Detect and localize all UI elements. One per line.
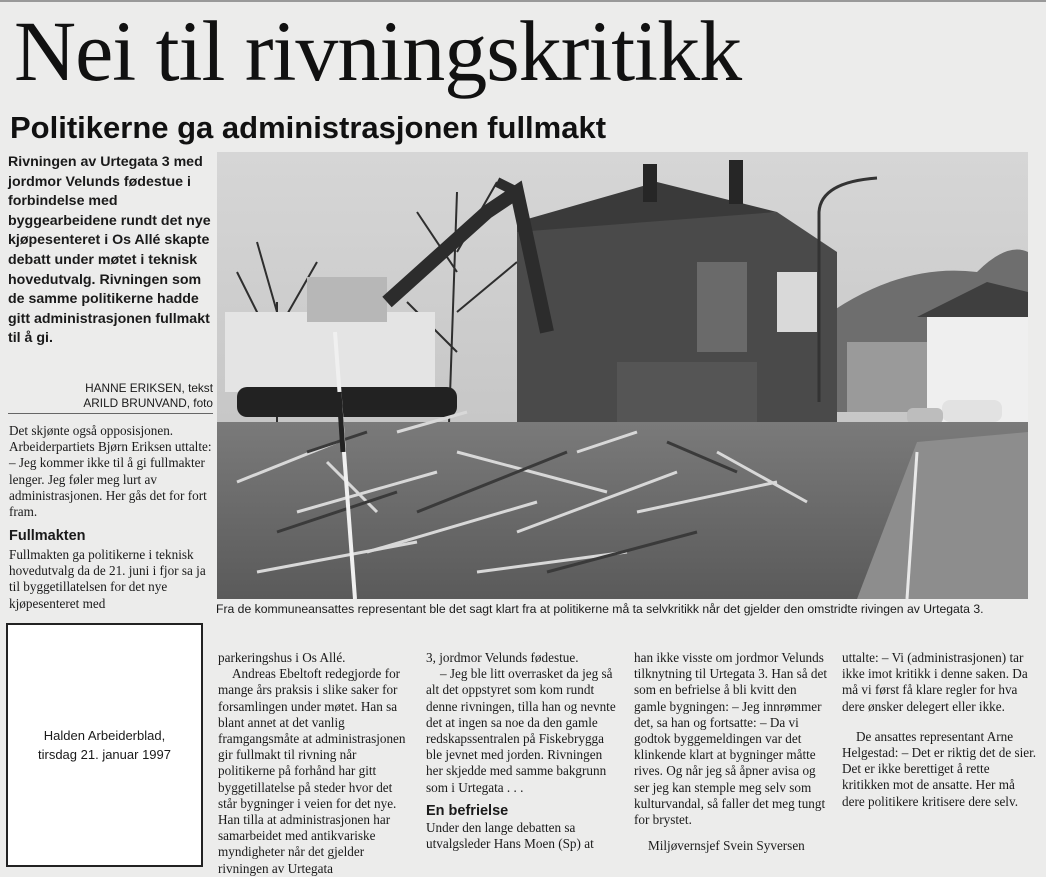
column-3-paragraph-1: han ikke visste om jordmor Velunds tilknytning til Urtegata 3. Han så det som en befrielse å bli kvitt den gamle bygningen: – Jeg innrømmer det, sa han og fortsatte: – Da vi godtok byggemeldingen var det klinkende klart at bygninger måtte rives. Og når jeg så åpner avisa og ser jeg kan stemple meg selv som kulturvandal, så faller det meg tungt for brystet.	[634, 650, 828, 828]
column-1-paragraph-1: parkeringshus i Os Allé.	[218, 650, 346, 665]
column-4-paragraph-2: De ansattes representant Arne Helgestad: – Det er riktig det de sier. Det er ikke berettiget å rette kritikken mot de ansatte. Her må dere politikere kritisere dere selv.	[842, 728, 1037, 809]
byline-divider	[8, 413, 213, 414]
section-title-en-befrielse: En befrielse	[426, 802, 509, 819]
photo-caption: Fra de kommuneansattes representant ble det sagt klart fra at politikerne må ta selvkritikk når det gjelder den omstridte rivingen av Urtegata 3.	[216, 602, 984, 616]
article-column-4	[842, 650, 1038, 810]
column-2-paragraph-1: 3, jordmor Velunds fødestue.	[426, 650, 579, 665]
article-column-1	[218, 650, 414, 877]
headline: Nei til rivningskritikk	[14, 3, 742, 99]
column-1-paragraph-2: Andreas Ebeltoft redegjorde for mange års praksis i slike saker for forsamlingen under møtet. Han sa blant annet at det vanlig framgangsmåte at administrasjonen gir fullmakt til rivning når politikerne på forhånd har gitt byggetillatelse på steder hvor det står bygninger i veien for det nye. Han tilla at administrasjonen har samarbeidet med antikvariske myndigheter når det gjelder rivningen av Urtegata	[218, 666, 406, 876]
column-2-paragraph-3: Under den lange debatten sa utvalgsleder Hans Moen (Sp) at	[426, 819, 594, 852]
photo-illustration	[217, 152, 1028, 599]
column-2-paragraph-2: – Jeg ble litt overrasket da jeg så alt det oppstyret som kom rundt denne rivningen, tilla han og nevnte det at ingen sa noe da den gamle redskapssentralen på Fiskebrygga ble jevnet med jorden. Rivningen her skjedde med samme bakgrunn som i Urtegata . . .	[426, 666, 616, 795]
article-column-2	[426, 650, 622, 852]
byline-photo-author: ARILD BRUNVAND, foto	[83, 396, 213, 410]
article-column-3	[634, 650, 830, 854]
byline-text-author: HANNE ERIKSEN, tekst	[85, 381, 213, 395]
source-box	[6, 623, 203, 867]
subheadline: Politikerne ga administrasjonen fullmakt	[10, 110, 607, 145]
top-rule	[0, 0, 1046, 2]
column-4-paragraph-1: uttalte: – Vi (administrasjonen) tar ikke imot kritikk i denne saken. Da må vi først få klare regler for hva dere ønsker delegert eller ikke.	[842, 650, 1028, 714]
column-3-paragraph-2: Miljøvernsjef Svein Syversen	[648, 838, 805, 854]
left-column-paragraph-2: Fullmakten ga politikerne i teknisk hovedutvalg da de 21. juni i fjor sa ja til byggetillatelsen for det nye kjøpesenteret med	[9, 547, 206, 611]
left-column-paragraph-1: Det skjønte også opposisjonen. Arbeiderpartiets Bjørn Eriksen uttalte: – Jeg kommer ikke til å gi fullmakter lenger. Jeg føler meg lurt av administrasjonen. Her gås det for fort fram.	[9, 423, 212, 520]
source-date: tirsdag 21. januar 1997	[38, 747, 171, 762]
section-title-fullmakten: Fullmakten	[9, 528, 86, 544]
source-publication: Halden Arbeiderblad,	[43, 728, 166, 743]
demolition-photo	[217, 152, 1028, 599]
lead-paragraph: Rivningen av Urtegata 3 med jordmor Velunds fødestue i forbindelse med byggearbeidene rundt det nye kjøpesenteret i Os Allé skapte debatt under møtet i teknisk hovedutvalg. Rivningen som de samme politikerne hadde gitt administrasjonen fullmakt til å gi.	[8, 154, 211, 347]
